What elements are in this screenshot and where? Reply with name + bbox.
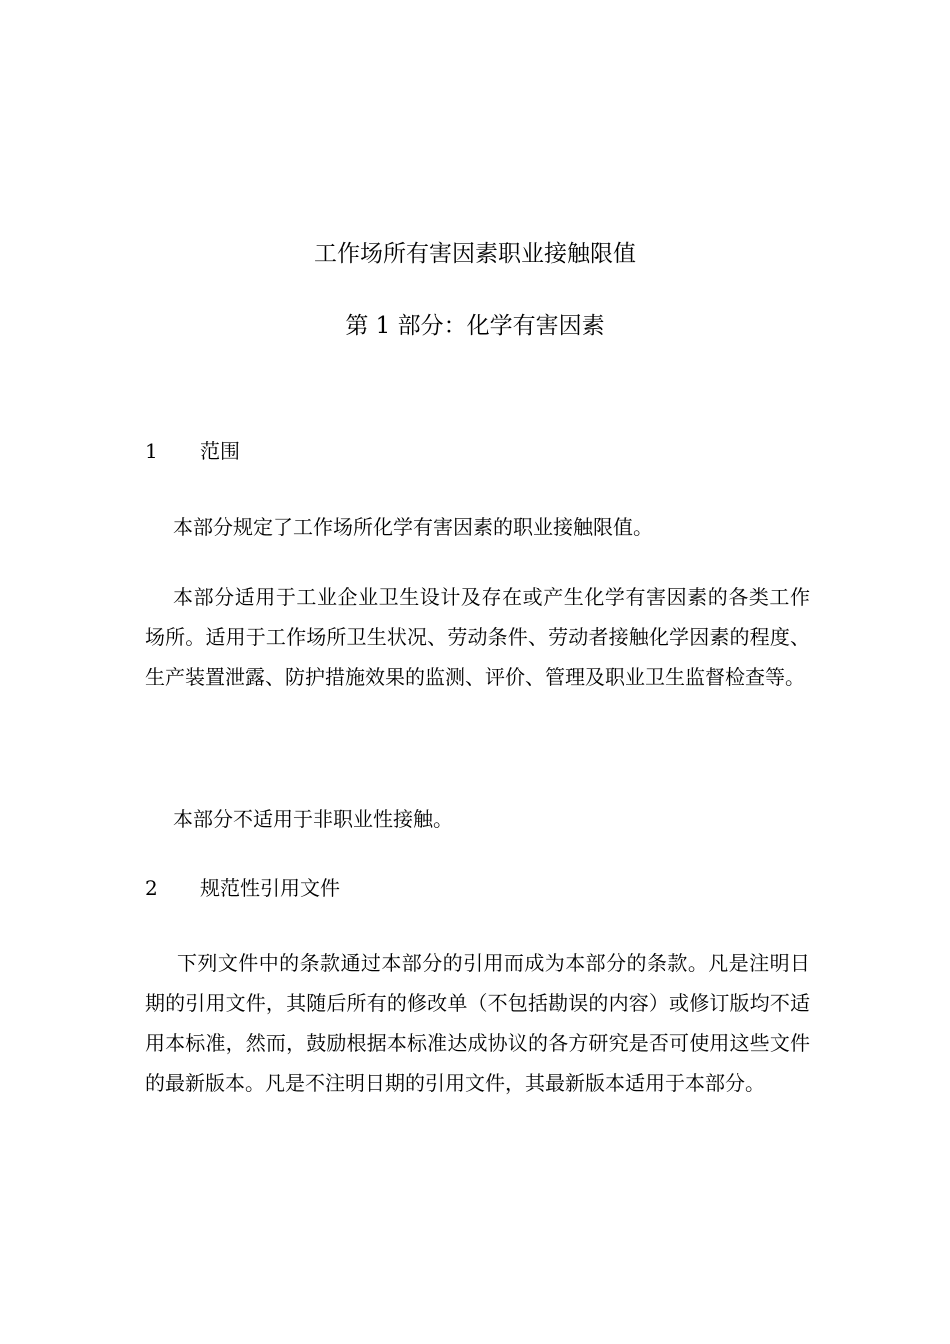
document-subtitle: 第 1 部分：化学有害因素 <box>345 313 605 339</box>
section-title: 范围 <box>200 439 240 463</box>
paragraph: 本部分适用于工业企业卫生设计及存在或产生化学有害因素的各类工作场所。适用于工作场所卫生状况、劳动条件、劳动者接触化学因素的程度、生产装置泄露、防护措施效果的监测、评价、管理及职业卫生监督检查等。 <box>145 585 810 689</box>
paragraph: 本部分规定了工作场所化学有害因素的职业接触限值。 <box>173 515 653 539</box>
paragraph: 下列文件中的条款通过本部分的引用而成为本部分的条款。凡是注明日期的引用文件，其随后所有的修改单（不包括勘误的内容）或修订版均不适用本标准，然而，鼓励根据本标准达成协议的各方研究是否可使用这些文件的最新版本。凡是不注明日期的引用文件，其最新版本适用于本部分。 <box>145 951 810 1095</box>
section-number: 1 <box>145 439 158 463</box>
section-title: 规范性引用文件 <box>200 876 340 900</box>
paragraph: 本部分不适用于非职业性接触。 <box>173 807 453 831</box>
section-heading-normative-references <box>145 873 340 903</box>
section-number: 2 <box>145 876 158 900</box>
section-heading-scope <box>145 436 240 466</box>
document-title: 工作场所有害因素职业接触限值 <box>314 241 636 267</box>
